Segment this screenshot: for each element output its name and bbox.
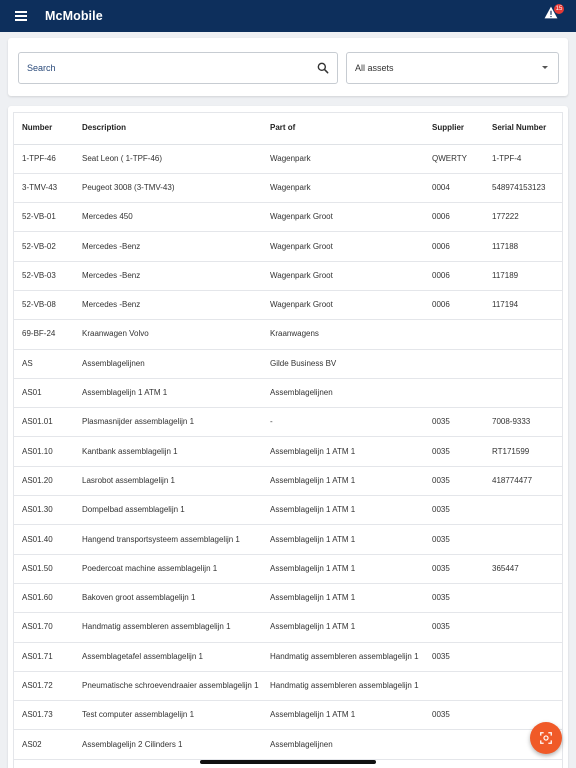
- cell-description: Assemblagetafel assemblagelijn 1: [73, 642, 261, 671]
- table-row[interactable]: [13, 466, 563, 495]
- cell-description: Mercedes -Benz: [73, 290, 261, 319]
- cell-serial-number: 548974153123: [483, 173, 563, 202]
- table-row[interactable]: [13, 320, 563, 349]
- table-row[interactable]: [13, 583, 563, 612]
- header-serial-number[interactable]: Serial Number: [483, 112, 563, 144]
- cell-serial-number: [483, 642, 563, 671]
- cell-supplier: 0006: [423, 261, 483, 290]
- cell-serial-number: [483, 349, 563, 378]
- cell-part-of: Wagenpark Groot: [261, 232, 423, 261]
- cell-serial-number: [483, 378, 563, 407]
- table-row[interactable]: [13, 144, 563, 173]
- cell-supplier: 0035: [423, 525, 483, 554]
- table-row[interactable]: [13, 437, 563, 466]
- cell-description: Poedercoat machine assemblagelijn 1: [73, 554, 261, 583]
- cell-number: AS01.50: [13, 554, 73, 583]
- table-row[interactable]: [13, 554, 563, 583]
- asset-filter-value: All assets: [355, 63, 394, 73]
- table-body: [13, 144, 563, 759]
- cell-number: AS01.72: [13, 671, 73, 700]
- cell-serial-number: RT171599: [483, 437, 563, 466]
- table-header-row: [13, 112, 563, 144]
- cell-part-of: Assemblagelijn 1 ATM 1: [261, 437, 423, 466]
- cell-number: AS01.73: [13, 701, 73, 730]
- cell-supplier: [423, 320, 483, 349]
- cell-number: AS01: [13, 378, 73, 407]
- cell-serial-number: 117189: [483, 261, 563, 290]
- cell-part-of: Wagenpark Groot: [261, 203, 423, 232]
- cell-supplier: 0006: [423, 203, 483, 232]
- cell-description: Mercedes 450: [73, 203, 261, 232]
- cell-part-of: Wagenpark Groot: [261, 261, 423, 290]
- cell-supplier: 0035: [423, 701, 483, 730]
- table-row[interactable]: [13, 613, 563, 642]
- cell-description: Lasrobot assemblagelijn 1: [73, 466, 261, 495]
- cell-number: AS02: [13, 730, 73, 759]
- header-description[interactable]: Description: [73, 112, 261, 144]
- cell-supplier: [423, 349, 483, 378]
- cell-supplier: 0035: [423, 496, 483, 525]
- cell-serial-number: 365447: [483, 554, 563, 583]
- scan-icon: [539, 731, 553, 745]
- table-row[interactable]: [13, 378, 563, 407]
- cell-part-of: Assemblagelijn 1 ATM 1: [261, 525, 423, 554]
- cell-description: Handmatig assembleren assemblagelijn 1: [73, 613, 261, 642]
- cell-number: AS01.70: [13, 613, 73, 642]
- table-row[interactable]: [13, 261, 563, 290]
- cell-number: AS: [13, 349, 73, 378]
- table-row[interactable]: [13, 290, 563, 319]
- cell-description: Assemblagelijn 2 Cilinders 1: [73, 730, 261, 759]
- cell-supplier: 0035: [423, 613, 483, 642]
- menu-icon[interactable]: [12, 6, 32, 26]
- cell-description: Assemblagelijn 1 ATM 1: [73, 378, 261, 407]
- cell-description: Hangend transportsysteem assemblagelijn 1: [73, 525, 261, 554]
- cell-description: Test computer assemblagelijn 1: [73, 701, 261, 730]
- assets-table: [13, 112, 563, 760]
- table-row[interactable]: [13, 408, 563, 437]
- cell-supplier: [423, 378, 483, 407]
- cell-description: Kraanwagen Volvo: [73, 320, 261, 349]
- cell-serial-number: 117188: [483, 232, 563, 261]
- cell-part-of: Assemblagelijn 1 ATM 1: [261, 701, 423, 730]
- cell-part-of: Assemblagelijnen: [261, 378, 423, 407]
- cell-supplier: 0035: [423, 642, 483, 671]
- search-input[interactable]: [19, 53, 337, 83]
- table-row[interactable]: [13, 642, 563, 671]
- cell-serial-number: [483, 583, 563, 612]
- cell-number: 52-VB-08: [13, 290, 73, 319]
- cell-serial-number: 177222: [483, 203, 563, 232]
- search-field[interactable]: [18, 52, 338, 84]
- cell-part-of: -: [261, 408, 423, 437]
- cell-description: Mercedes -Benz: [73, 232, 261, 261]
- cell-number: 52-VB-01: [13, 203, 73, 232]
- table-row[interactable]: [13, 525, 563, 554]
- cell-serial-number: 117194: [483, 290, 563, 319]
- cell-number: AS01.60: [13, 583, 73, 612]
- cell-supplier: 0006: [423, 290, 483, 319]
- table-row[interactable]: [13, 730, 563, 759]
- cell-supplier: 0035: [423, 583, 483, 612]
- table-row[interactable]: [13, 232, 563, 261]
- cell-supplier: QWERTY: [423, 144, 483, 173]
- cell-supplier: 0035: [423, 437, 483, 466]
- notification-badge: 15: [555, 6, 563, 12]
- cell-part-of: Assemblagelijn 1 ATM 1: [261, 583, 423, 612]
- cell-serial-number: 7008-9333: [483, 408, 563, 437]
- cell-number: 3-TMV-43: [13, 173, 73, 202]
- cell-number: 1-TPF-46: [13, 144, 73, 173]
- assets-table-container: [13, 112, 563, 760]
- cell-part-of: Assemblagelijn 1 ATM 1: [261, 466, 423, 495]
- cell-description: Peugeot 3008 (3-TMV-43): [73, 173, 261, 202]
- cell-description: Plasmasnijder assemblagelijn 1: [73, 408, 261, 437]
- cell-part-of: Handmatig assembleren assemblagelijn 1: [261, 642, 423, 671]
- cell-number: 52-VB-03: [13, 261, 73, 290]
- cell-description: Mercedes -Benz: [73, 261, 261, 290]
- cell-number: AS01.40: [13, 525, 73, 554]
- header-number[interactable]: Number: [13, 112, 73, 144]
- app-bar: [0, 0, 576, 32]
- cell-number: 69-BF-24: [13, 320, 73, 349]
- cell-part-of: Wagenpark: [261, 173, 423, 202]
- cell-part-of: Kraanwagens: [261, 320, 423, 349]
- cell-serial-number: [483, 496, 563, 525]
- cell-serial-number: [483, 320, 563, 349]
- cell-description: Bakoven groot assemblagelijn 1: [73, 583, 261, 612]
- app-title: McMobile: [45, 9, 103, 23]
- cell-number: AS01.30: [13, 496, 73, 525]
- cell-part-of: Assemblagelijn 1 ATM 1: [261, 496, 423, 525]
- cell-number: AS01.20: [13, 466, 73, 495]
- cell-serial-number: 418774477: [483, 466, 563, 495]
- table-row[interactable]: [13, 203, 563, 232]
- cell-serial-number: [483, 671, 563, 700]
- cell-number: 52-VB-02: [13, 232, 73, 261]
- warning-icon[interactable]: [544, 6, 562, 24]
- table-row[interactable]: [13, 671, 563, 700]
- assets-table-card: [8, 106, 568, 768]
- cell-number: AS01.71: [13, 642, 73, 671]
- asset-filter-select[interactable]: [346, 52, 559, 84]
- cell-supplier: 0035: [423, 554, 483, 583]
- cell-supplier: 0004: [423, 173, 483, 202]
- cell-part-of: Wagenpark Groot: [261, 290, 423, 319]
- cell-supplier: [423, 671, 483, 700]
- cell-part-of: Assemblagelijnen: [261, 730, 423, 759]
- header-part-of[interactable]: Part of: [261, 112, 423, 144]
- cell-description: Pneumatische schroevendraaier assemblagelijn 1: [73, 671, 261, 700]
- cell-supplier: [423, 730, 483, 759]
- cell-part-of: Handmatig assembleren assemblagelijn 1: [261, 671, 423, 700]
- cell-supplier: 0035: [423, 466, 483, 495]
- cell-supplier: 0006: [423, 232, 483, 261]
- cell-part-of: Wagenpark: [261, 144, 423, 173]
- cell-description: Kantbank assemblagelijn 1: [73, 437, 261, 466]
- cell-serial-number: [483, 613, 563, 642]
- home-indicator: [200, 760, 376, 764]
- cell-description: Assemblagelijnen: [73, 349, 261, 378]
- table-row[interactable]: [13, 173, 563, 202]
- table-row[interactable]: [13, 496, 563, 525]
- scan-button[interactable]: [530, 722, 562, 754]
- chevron-down-icon: [542, 66, 548, 69]
- cell-part-of: Assemblagelijn 1 ATM 1: [261, 554, 423, 583]
- header-supplier[interactable]: Supplier: [423, 112, 483, 144]
- cell-part-of: Assemblagelijn 1 ATM 1: [261, 613, 423, 642]
- cell-supplier: 0035: [423, 408, 483, 437]
- cell-serial-number: 1-TPF-4: [483, 144, 563, 173]
- cell-number: AS01.10: [13, 437, 73, 466]
- cell-description: Seat Leon ( 1-TPF-46): [73, 144, 261, 173]
- cell-serial-number: [483, 525, 563, 554]
- filter-panel: [8, 38, 568, 96]
- search-icon[interactable]: [316, 61, 330, 75]
- table-row[interactable]: [13, 349, 563, 378]
- table-row[interactable]: [13, 701, 563, 730]
- cell-part-of: Gilde Business BV: [261, 349, 423, 378]
- cell-number: AS01.01: [13, 408, 73, 437]
- cell-description: Dompelbad assemblagelijn 1: [73, 496, 261, 525]
